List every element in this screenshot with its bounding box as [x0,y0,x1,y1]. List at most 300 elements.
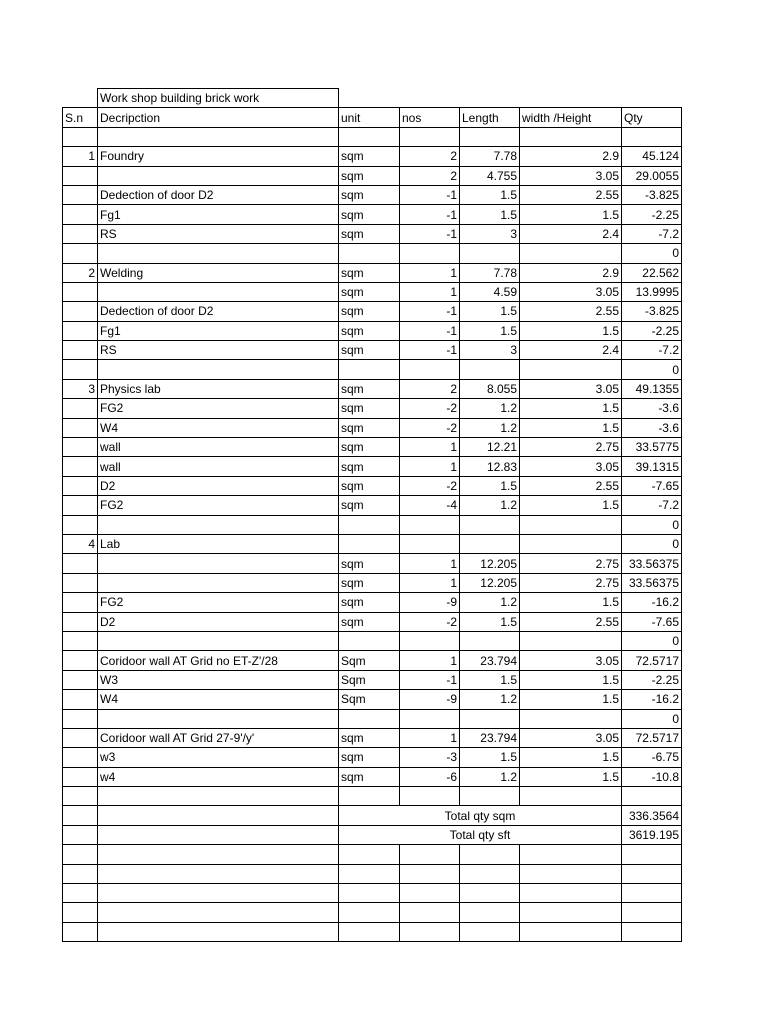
cell-nos: -1 [400,302,460,321]
cell-description: W4 [98,690,339,709]
cell-unit: sqm [339,476,400,495]
cell-length [460,360,520,379]
blank-cell [622,903,682,922]
cell-sn [63,728,98,747]
table-row [63,534,682,553]
cell-unit: sqm [339,554,400,573]
blank-cell [63,89,98,108]
cell-qty: -2.25 [622,321,682,340]
cell-unit: sqm [339,496,400,515]
cell-width-height: 2.75 [520,554,622,573]
cell-unit [339,360,400,379]
cell-nos: 1 [400,728,460,747]
table-row [63,438,682,457]
cell-length: 7.78 [460,263,520,282]
blank-cell [339,89,400,108]
cell-width-height: 2.55 [520,185,622,204]
cell-qty: 0 [622,244,682,263]
cell-nos [400,244,460,263]
cell-description: wall [98,457,339,476]
cell-qty: -3.825 [622,302,682,321]
cell-qty: -7.65 [622,476,682,495]
cell-length: 12.83 [460,457,520,476]
cell-unit [339,709,400,728]
blank-cell [460,922,520,941]
cell-width-height: 1.5 [520,205,622,224]
cell-description: FG2 [98,496,339,515]
cell-description: Coridoor wall AT Grid no ET-Z'/28 [98,651,339,670]
cell-length [460,787,520,806]
blank-cell [339,864,400,883]
cell-description: Fg1 [98,205,339,224]
cell-qty: -7.2 [622,341,682,360]
cell-description [98,631,339,650]
cell-unit: sqm [339,767,400,786]
cell-sn [63,515,98,534]
cell-qty: -3.6 [622,418,682,437]
table-row [63,690,682,709]
cell-length: 1.2 [460,496,520,515]
cell-qty: 39.1315 [622,457,682,476]
table-row [63,748,682,767]
cell-description: D2 [98,612,339,631]
cell-sn [63,690,98,709]
cell-sn [63,593,98,612]
cell-length [460,631,520,650]
cell-sn [63,806,98,825]
cell-description: wall [98,438,339,457]
cell-nos: 1 [400,282,460,301]
cell-nos: -1 [400,321,460,340]
cell-width-height: 2.9 [520,263,622,282]
cell-width-height: 1.5 [520,321,622,340]
cell-unit: Sqm [339,690,400,709]
cell-sn [63,205,98,224]
cell-length: 12.205 [460,554,520,573]
total-label: Total qty sqm [339,806,622,825]
blank-cell [622,922,682,941]
blank-cell [339,903,400,922]
cell-nos: -2 [400,612,460,631]
cell-nos [400,787,460,806]
table-row [63,573,682,592]
brickwork-table [62,88,682,942]
table-row [63,496,682,515]
blank-cell [520,884,622,903]
cell-unit: sqm [339,341,400,360]
cell-width-height: 1.5 [520,748,622,767]
cell-sn [63,496,98,515]
cell-qty: 33.56375 [622,573,682,592]
header-row [63,108,682,127]
cell-description: D2 [98,476,339,495]
table-row [63,341,682,360]
header-unit: unit [339,108,400,127]
cell-sn [63,166,98,185]
cell-nos: -1 [400,670,460,689]
cell-unit [339,787,400,806]
cell-length: 1.2 [460,418,520,437]
cell-description [98,554,339,573]
cell-qty: 0 [622,360,682,379]
blank-cell [98,903,339,922]
cell-nos [400,631,460,650]
cell-width-height: 2.4 [520,341,622,360]
blank-cell [98,884,339,903]
header-sn: S.n [63,108,98,127]
blank-cell [460,884,520,903]
cell-description: RS [98,224,339,243]
cell-description: Physics lab [98,379,339,398]
table-row [63,185,682,204]
blank-cell [339,884,400,903]
header-qty: Qty [622,108,682,127]
table-row [63,593,682,612]
table-row [63,379,682,398]
cell-sn [63,418,98,437]
cell-width-height: 1.5 [520,418,622,437]
header-length: Length [460,108,520,127]
cell-sn [63,612,98,631]
cell-length [460,534,520,553]
cell-unit [339,631,400,650]
blank-cell [400,903,460,922]
cell-sn [63,554,98,573]
blank-cell [460,903,520,922]
table-row [63,360,682,379]
cell-description: Dedection of door D2 [98,185,339,204]
cell-sn [63,341,98,360]
cell-description: Lab [98,534,339,553]
cell-description [98,806,339,825]
blank-cell [98,922,339,941]
cell-qty [622,127,682,146]
cell-description: Dedection of door D2 [98,302,339,321]
cell-sn [63,670,98,689]
cell-width-height: 3.05 [520,282,622,301]
cell-nos: 1 [400,263,460,282]
table-row [63,127,682,146]
blank-cell [98,845,339,864]
cell-length: 8.055 [460,379,520,398]
cell-qty: 0 [622,534,682,553]
title-row [63,89,682,108]
cell-width-height [520,787,622,806]
cell-sn [63,651,98,670]
blank-cell [520,864,622,883]
cell-unit: sqm [339,302,400,321]
cell-description [98,709,339,728]
cell-sn: 3 [63,379,98,398]
cell-sn [63,224,98,243]
blank-cell [460,89,520,108]
cell-unit: sqm [339,263,400,282]
cell-sn [63,787,98,806]
cell-width-height: 3.05 [520,457,622,476]
cell-description [98,166,339,185]
cell-qty: -2.25 [622,670,682,689]
cell-unit: sqm [339,379,400,398]
blank-cell [400,864,460,883]
cell-sn [63,302,98,321]
cell-nos: -2 [400,399,460,418]
table-row [63,670,682,689]
cell-unit: sqm [339,205,400,224]
cell-nos: -2 [400,476,460,495]
cell-nos: 1 [400,651,460,670]
cell-unit: sqm [339,224,400,243]
table-row [63,263,682,282]
cell-length: 7.78 [460,147,520,166]
cell-unit: sqm [339,399,400,418]
cell-width-height: 1.5 [520,690,622,709]
cell-sn [63,748,98,767]
cell-sn: 4 [63,534,98,553]
cell-nos: -9 [400,690,460,709]
cell-nos: 1 [400,573,460,592]
cell-width-height: 3.05 [520,728,622,747]
cell-description [98,282,339,301]
cell-unit: sqm [339,282,400,301]
cell-nos: 1 [400,554,460,573]
cell-description: Fg1 [98,321,339,340]
cell-description [98,244,339,263]
cell-nos: -2 [400,418,460,437]
cell-sn [63,399,98,418]
blank-cell [622,89,682,108]
cell-width-height [520,709,622,728]
cell-width-height [520,534,622,553]
cell-sn: 1 [63,147,98,166]
cell-sn [63,360,98,379]
cell-length: 12.205 [460,573,520,592]
blank-row [63,864,682,883]
blank-cell [98,864,339,883]
cell-nos: -9 [400,593,460,612]
cell-unit [339,127,400,146]
cell-width-height: 1.5 [520,767,622,786]
cell-qty: -16.2 [622,690,682,709]
cell-nos: -1 [400,341,460,360]
cell-nos: 2 [400,166,460,185]
header-nos: nos [400,108,460,127]
table-row [63,302,682,321]
cell-description: Coridoor wall AT Grid 27-9'/y' [98,728,339,747]
total-label: Total qty sft [339,825,622,844]
cell-description: FG2 [98,399,339,418]
cell-qty: -10.8 [622,767,682,786]
cell-nos: -4 [400,496,460,515]
blank-cell [460,845,520,864]
cell-unit: sqm [339,573,400,592]
total-value: 3619.195 [622,825,682,844]
cell-width-height: 2.55 [520,612,622,631]
table-row [63,244,682,263]
cell-length: 4.59 [460,282,520,301]
cell-sn [63,282,98,301]
table-row [63,418,682,437]
cell-description: FG2 [98,593,339,612]
cell-unit: sqm [339,147,400,166]
cell-length: 1.5 [460,670,520,689]
table-row [63,457,682,476]
cell-qty: -3.825 [622,185,682,204]
cell-width-height [520,360,622,379]
cell-sn [63,127,98,146]
cell-qty: -7.2 [622,496,682,515]
cell-nos [400,534,460,553]
table-row [63,612,682,631]
cell-qty: 0 [622,631,682,650]
blank-cell [520,845,622,864]
cell-nos: 2 [400,147,460,166]
cell-unit: Sqm [339,670,400,689]
cell-qty: -7.65 [622,612,682,631]
cell-description [98,787,339,806]
cell-unit: sqm [339,418,400,437]
cell-unit: sqm [339,438,400,457]
cell-description [98,127,339,146]
cell-length: 1.2 [460,767,520,786]
cell-sn [63,573,98,592]
cell-unit: sqm [339,728,400,747]
table-row [63,321,682,340]
cell-length: 23.794 [460,728,520,747]
cell-qty: 49.1355 [622,379,682,398]
cell-nos: 1 [400,457,460,476]
cell-qty: 72.5717 [622,651,682,670]
blank-cell [400,922,460,941]
cell-unit: sqm [339,748,400,767]
total-value: 336.3564 [622,806,682,825]
header-width-height: width /Height [520,108,622,127]
sheet-title: Work shop building brick work [98,89,339,108]
table-row [63,787,682,806]
cell-unit [339,515,400,534]
cell-width-height: 2.4 [520,224,622,243]
cell-width-height [520,244,622,263]
blank-cell [460,864,520,883]
cell-length: 12.21 [460,438,520,457]
blank-row [63,922,682,941]
cell-nos: -1 [400,185,460,204]
cell-sn [63,438,98,457]
cell-description: W4 [98,418,339,437]
cell-qty: 0 [622,709,682,728]
cell-sn [63,476,98,495]
cell-sn [63,709,98,728]
cell-qty: 29.0055 [622,166,682,185]
cell-length: 1.2 [460,593,520,612]
header-description: Decripction [98,108,339,127]
table-row [63,147,682,166]
cell-length: 1.5 [460,748,520,767]
blank-cell [339,845,400,864]
blank-cell [520,89,622,108]
cell-width-height: 2.55 [520,476,622,495]
cell-width-height: 2.75 [520,573,622,592]
cell-unit: sqm [339,612,400,631]
cell-length: 23.794 [460,651,520,670]
cell-unit [339,244,400,263]
cell-nos [400,515,460,534]
blank-cell [63,884,98,903]
cell-length: 1.5 [460,205,520,224]
table-row [63,728,682,747]
cell-width-height: 1.5 [520,670,622,689]
cell-nos: -3 [400,748,460,767]
cell-qty: 45.124 [622,147,682,166]
cell-sn [63,321,98,340]
cell-sn [63,767,98,786]
cell-description [98,573,339,592]
table-row [63,515,682,534]
table-row [63,282,682,301]
cell-description [98,515,339,534]
cell-qty [622,787,682,806]
cell-description: RS [98,341,339,360]
cell-unit: Sqm [339,651,400,670]
total-row [63,806,682,825]
cell-qty: 33.5775 [622,438,682,457]
cell-qty: -2.25 [622,205,682,224]
cell-nos: -1 [400,205,460,224]
cell-qty: -3.6 [622,399,682,418]
table-row [63,399,682,418]
cell-sn [63,185,98,204]
cell-sn: 2 [63,263,98,282]
cell-width-height: 1.5 [520,593,622,612]
cell-description [98,360,339,379]
cell-length: 3 [460,341,520,360]
cell-width-height [520,127,622,146]
table-row [63,631,682,650]
cell-unit: sqm [339,457,400,476]
cell-qty: 0 [622,515,682,534]
cell-width-height: 3.05 [520,651,622,670]
blank-cell [63,922,98,941]
cell-length: 1.5 [460,302,520,321]
cell-unit [339,534,400,553]
cell-length: 4.755 [460,166,520,185]
cell-nos [400,709,460,728]
cell-qty: 33.56375 [622,554,682,573]
blank-row [63,903,682,922]
cell-width-height: 1.5 [520,496,622,515]
table-row [63,224,682,243]
table-row [63,166,682,185]
cell-length [460,709,520,728]
cell-description: W3 [98,670,339,689]
cell-length [460,244,520,263]
cell-description: Foundry [98,147,339,166]
table-row [63,476,682,495]
table-row [63,709,682,728]
cell-nos [400,360,460,379]
cell-width-height: 3.05 [520,166,622,185]
cell-qty: 72.5717 [622,728,682,747]
blank-cell [622,845,682,864]
cell-length [460,127,520,146]
cell-description: Welding [98,263,339,282]
cell-length: 1.2 [460,399,520,418]
cell-width-height: 2.75 [520,438,622,457]
cell-qty: 22.562 [622,263,682,282]
blank-cell [520,922,622,941]
blank-cell [400,884,460,903]
cell-qty: -16.2 [622,593,682,612]
cell-length: 1.5 [460,476,520,495]
